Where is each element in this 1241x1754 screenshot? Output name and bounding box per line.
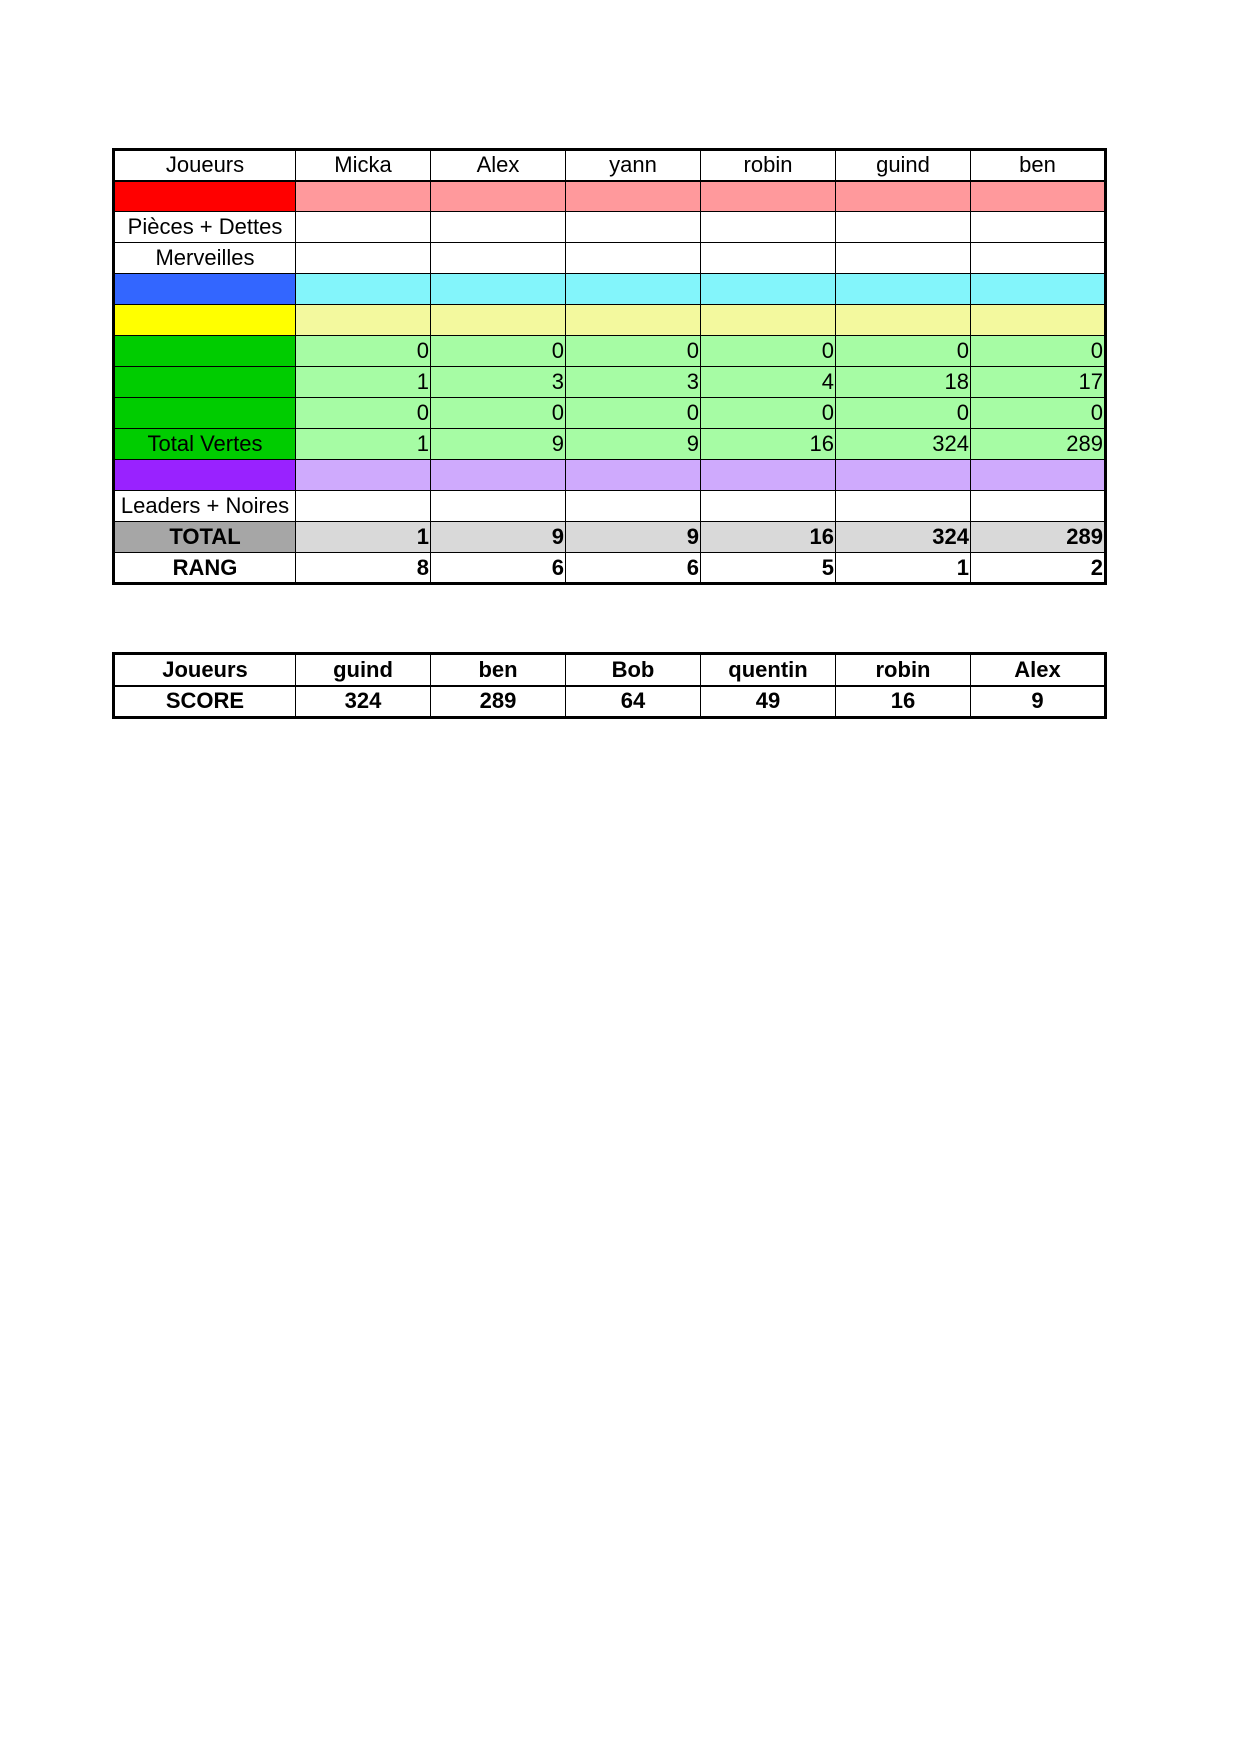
- score-cell[interactable]: 289: [971, 522, 1106, 553]
- ranking-score-cell: 16: [836, 686, 971, 718]
- score-cell[interactable]: 9: [566, 522, 701, 553]
- score-cell[interactable]: [566, 243, 701, 274]
- score-cell[interactable]: [296, 305, 431, 336]
- score-cell[interactable]: [971, 212, 1106, 243]
- score-cell[interactable]: [701, 305, 836, 336]
- ranking-score-label: SCORE: [114, 686, 296, 718]
- score-cell[interactable]: [971, 305, 1106, 336]
- score-cell[interactable]: [296, 243, 431, 274]
- score-cell[interactable]: 9: [566, 429, 701, 460]
- score-cell[interactable]: [701, 491, 836, 522]
- ranking-score-cell: 49: [701, 686, 836, 718]
- score-cell[interactable]: [296, 491, 431, 522]
- score-cell[interactable]: [566, 491, 701, 522]
- ranking-table: [112, 652, 1107, 719]
- row-label-cell: Total Vertes: [114, 429, 296, 460]
- score-cell[interactable]: [701, 212, 836, 243]
- player-header-cell: yann: [566, 150, 701, 181]
- score-cell[interactable]: 16: [701, 522, 836, 553]
- row-label-cell: Merveilles: [114, 243, 296, 274]
- row-label-cell: [114, 181, 296, 212]
- row-label-cell: [114, 367, 296, 398]
- score-cell[interactable]: 289: [971, 429, 1106, 460]
- ranking-player-cell: guind: [296, 654, 431, 686]
- ranking-score-cell: 324: [296, 686, 431, 718]
- score-cell[interactable]: 0: [836, 336, 971, 367]
- score-cell[interactable]: [836, 491, 971, 522]
- score-cell[interactable]: [836, 243, 971, 274]
- score-cell[interactable]: [971, 491, 1106, 522]
- score-cell[interactable]: 0: [566, 398, 701, 429]
- score-cell[interactable]: [431, 212, 566, 243]
- score-cell[interactable]: 6: [431, 553, 566, 584]
- row-label-cell: TOTAL: [114, 522, 296, 553]
- score-cell[interactable]: 0: [971, 336, 1106, 367]
- score-cell[interactable]: 1: [296, 429, 431, 460]
- score-cell[interactable]: 1: [296, 522, 431, 553]
- score-cell[interactable]: [836, 212, 971, 243]
- ranking-player-cell: robin: [836, 654, 971, 686]
- score-cell[interactable]: 16: [701, 429, 836, 460]
- score-row: [114, 212, 1106, 243]
- score-cell[interactable]: 4: [701, 367, 836, 398]
- row-label-cell: [114, 305, 296, 336]
- score-cell[interactable]: [701, 460, 836, 491]
- score-cell[interactable]: [431, 460, 566, 491]
- score-cell[interactable]: [566, 212, 701, 243]
- ranking-player-cell: Alex: [971, 654, 1106, 686]
- score-cell[interactable]: 17: [971, 367, 1106, 398]
- score-row: [114, 429, 1106, 460]
- score-cell[interactable]: 1: [836, 553, 971, 584]
- row-label-cell: [114, 336, 296, 367]
- score-cell[interactable]: [566, 274, 701, 305]
- row-label-cell: [114, 274, 296, 305]
- score-cell[interactable]: [566, 181, 701, 212]
- score-cell[interactable]: [836, 181, 971, 212]
- score-cell[interactable]: 6: [566, 553, 701, 584]
- score-cell[interactable]: 1: [296, 367, 431, 398]
- row-label-cell: [114, 398, 296, 429]
- score-cell[interactable]: [296, 181, 431, 212]
- score-row: [114, 305, 1106, 336]
- score-row: [114, 491, 1106, 522]
- score-table-body: [114, 150, 1106, 584]
- score-cell[interactable]: 0: [431, 398, 566, 429]
- player-header-cell: robin: [701, 150, 836, 181]
- score-cell[interactable]: 3: [566, 367, 701, 398]
- score-row: [114, 336, 1106, 367]
- score-cell[interactable]: 8: [296, 553, 431, 584]
- score-cell[interactable]: [431, 274, 566, 305]
- score-cell[interactable]: [431, 305, 566, 336]
- row-label-cell: RANG: [114, 553, 296, 584]
- score-cell[interactable]: [836, 305, 971, 336]
- ranking-score-row: [114, 686, 1106, 718]
- score-cell[interactable]: [431, 181, 566, 212]
- score-row: [114, 460, 1106, 491]
- score-table-header-row: [114, 150, 1106, 181]
- ranking-score-cell: 64: [566, 686, 701, 718]
- score-cell[interactable]: 324: [836, 429, 971, 460]
- score-row: [114, 367, 1106, 398]
- score-row: [114, 398, 1106, 429]
- score-cell[interactable]: 0: [296, 336, 431, 367]
- score-cell[interactable]: [296, 460, 431, 491]
- player-header-cell: ben: [971, 150, 1106, 181]
- ranking-player-cell: ben: [431, 654, 566, 686]
- score-cell[interactable]: 5: [701, 553, 836, 584]
- player-header-cell: Micka: [296, 150, 431, 181]
- score-cell[interactable]: 0: [296, 398, 431, 429]
- player-header-cell: guind: [836, 150, 971, 181]
- score-cell[interactable]: [431, 243, 566, 274]
- score-cell[interactable]: [701, 181, 836, 212]
- score-row: [114, 243, 1106, 274]
- ranking-score-cell: 289: [431, 686, 566, 718]
- ranking-player-cell: quentin: [701, 654, 836, 686]
- score-row: [114, 274, 1106, 305]
- ranking-player-cell: Bob: [566, 654, 701, 686]
- score-cell[interactable]: [971, 274, 1106, 305]
- score-cell[interactable]: [836, 460, 971, 491]
- score-cell[interactable]: 0: [701, 336, 836, 367]
- ranking-header-row: [114, 654, 1106, 686]
- score-cell[interactable]: 0: [836, 398, 971, 429]
- row-label-cell: Pièces + Dettes: [114, 212, 296, 243]
- score-cell[interactable]: 0: [431, 336, 566, 367]
- score-cell[interactable]: 0: [971, 398, 1106, 429]
- ranking-table-body: [114, 654, 1106, 718]
- score-row: [114, 181, 1106, 212]
- score-cell[interactable]: [296, 274, 431, 305]
- score-cell[interactable]: [431, 491, 566, 522]
- row-label-cell: [114, 460, 296, 491]
- score-cell[interactable]: 9: [431, 522, 566, 553]
- score-cell[interactable]: 0: [566, 336, 701, 367]
- score-table: [112, 148, 1107, 585]
- score-cell[interactable]: [701, 274, 836, 305]
- score-cell[interactable]: [971, 460, 1106, 491]
- score-cell[interactable]: 2: [971, 553, 1106, 584]
- header-cell-joueurs: Joueurs: [114, 150, 296, 181]
- score-cell[interactable]: [971, 243, 1106, 274]
- score-cell[interactable]: 0: [701, 398, 836, 429]
- player-header-cell: Alex: [431, 150, 566, 181]
- score-cell[interactable]: [971, 181, 1106, 212]
- score-cell[interactable]: 3: [431, 367, 566, 398]
- score-cell[interactable]: [701, 243, 836, 274]
- score-cell[interactable]: [566, 460, 701, 491]
- score-cell[interactable]: [566, 305, 701, 336]
- ranking-joueurs-label: Joueurs: [114, 654, 296, 686]
- score-cell[interactable]: 18: [836, 367, 971, 398]
- score-cell[interactable]: 9: [431, 429, 566, 460]
- score-cell[interactable]: 324: [836, 522, 971, 553]
- row-label-cell: Leaders + Noires: [114, 491, 296, 522]
- score-cell[interactable]: [836, 274, 971, 305]
- score-row: [114, 522, 1106, 553]
- score-row: [114, 553, 1106, 584]
- ranking-score-cell: 9: [971, 686, 1106, 718]
- score-cell[interactable]: [296, 212, 431, 243]
